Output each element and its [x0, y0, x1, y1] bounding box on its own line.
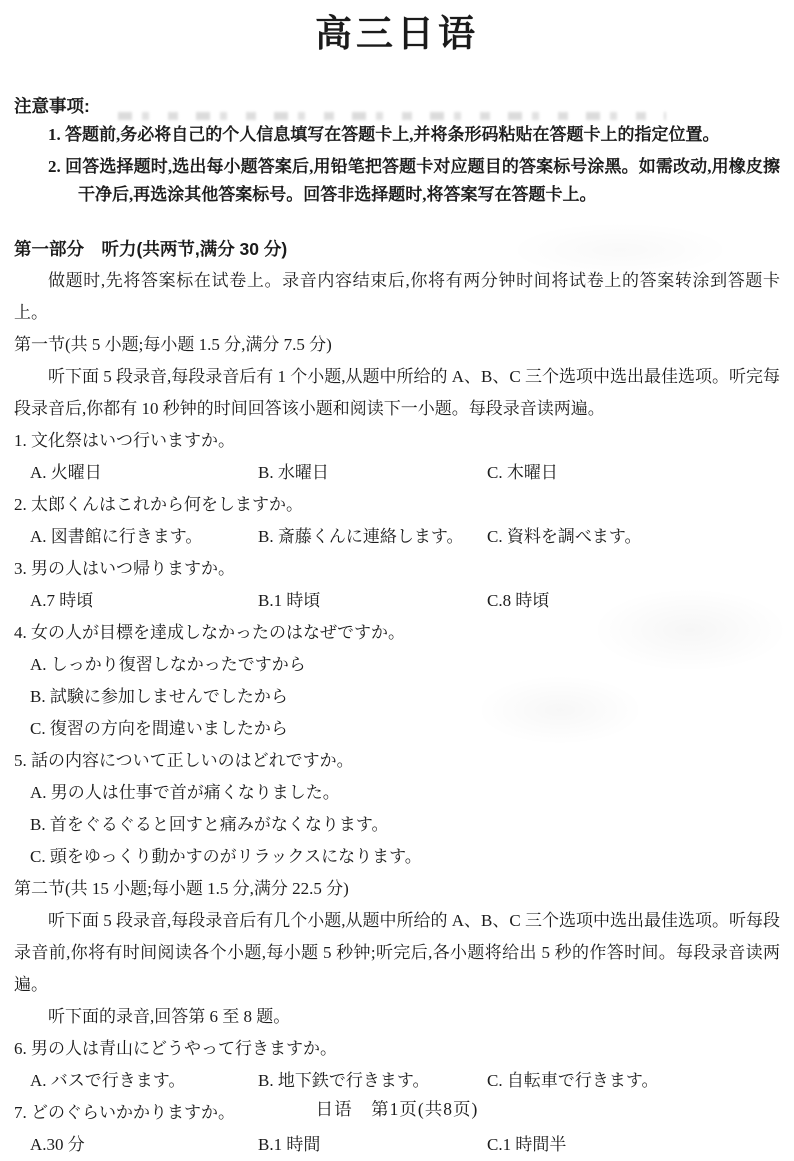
- notice-item-1: 1. 答题前,务必将自己的个人信息填写在答题卡上,并将条形码粘贴在答题卡上的指定位置。: [48, 125, 720, 144]
- question-4-stem: 4. 女の人が目標を達成しなかったのはなぜですか。: [14, 623, 405, 642]
- listening-sub-instruction: 听下面的录音,回答第 6 至 8 题。: [48, 1007, 291, 1026]
- question-6-options: [14, 1065, 780, 1097]
- question-4: [14, 617, 780, 745]
- question-5-options: [14, 777, 780, 873]
- question-7-option-b: B.1 時間: [258, 1135, 321, 1154]
- notice-item-2: 2. 回答选择题时,选出每小题答案后,用铅笔把答题卡对应题目的答案标号涂黑。如需改动,用橡皮擦干净后,再选涂其他答案标号。回答非选择题时,将答案写在答题卡上。: [48, 157, 780, 204]
- notice-heading: 注意事项:: [14, 96, 90, 116]
- question-4-options: [14, 649, 780, 745]
- question-4-option-b: B. 試験に参加しませんでしたから: [30, 687, 288, 706]
- question-4-option-a: A. しっかり復習しなかったですから: [30, 655, 306, 674]
- section1-instructions: 听下面 5 段录音,每段录音后有 1 个小题,从题中所给的 A、B、C 三个选项中选出最佳选项。听完每段录音后,你都有 10 秒钟的时间回答该小题和阅读下一小题。每段录音读两遍。: [14, 367, 780, 418]
- question-7-stem: 7. どのぐらいかかりますか。: [14, 1103, 235, 1122]
- question-1-option-a: A. 火曜日: [30, 463, 102, 482]
- part1-intro: 做题时,先将答案标在试卷上。录音内容结束后,你将有两分钟时间将试卷上的答案转涂到答题卡上。: [14, 271, 780, 322]
- question-5-stem: 5. 話の内容について正しいのはどれですか。: [14, 751, 354, 770]
- section1-heading: 第一节(共 5 小题;每小题 1.5 分,满分 7.5 分): [14, 335, 332, 354]
- question-2-option-a: A. 図書館に行きます。: [30, 527, 203, 546]
- question-6-option-c: C. 自転車で行きます。: [487, 1071, 659, 1090]
- exam-page: [0, 10, 794, 1161]
- question-3-stem: 3. 男の人はいつ帰りますか。: [14, 559, 235, 578]
- question-7-option-a: A.30 分: [30, 1135, 85, 1154]
- question-5: [14, 745, 780, 873]
- question-1-option-c: C. 木曜日: [487, 463, 558, 482]
- question-2-options: [14, 521, 780, 553]
- question-2-option-b: B. 斎藤くんに連絡します。: [258, 527, 464, 546]
- question-5-option-b: B. 首をぐるぐると回すと痛みがなくなります。: [30, 815, 389, 834]
- question-3-options: [14, 585, 780, 617]
- question-1-options: [14, 457, 780, 489]
- page-footer: 日语 第1页(共8页): [315, 1099, 479, 1119]
- question-7-option-c: C.1 時間半: [487, 1135, 567, 1154]
- question-3-option-b: B.1 時頃: [258, 591, 321, 610]
- question-4-option-c: C. 復習の方向を間違いましたから: [30, 719, 288, 738]
- section2-heading: 第二节(共 15 小题;每小题 1.5 分,满分 22.5 分): [14, 879, 349, 898]
- part1-heading: 第一部分 听力(共两节,满分 30 分): [14, 239, 288, 259]
- question-3-option-c: C.8 時頃: [487, 591, 550, 610]
- question-6-option-b: B. 地下鉄で行きます。: [258, 1071, 430, 1090]
- question-3-option-a: A.7 時頃: [30, 591, 94, 610]
- question-2-option-c: C. 資料を調べます。: [487, 527, 642, 546]
- exam-body: [14, 233, 780, 1161]
- section2-instructions: 听下面 5 段录音,每段录音后有几个小题,从题中所给的 A、B、C 三个选项中选出最佳选项。听每段录音前,你将有时间阅读各个小题,每小题 5 秒钟;听完后,各小题将给出 5 秒的作答时间。每段录音读两遍。: [14, 911, 780, 994]
- question-1-option-b: B. 水曜日: [258, 463, 329, 482]
- page-title: 高三日语: [315, 13, 479, 54]
- question-1-stem: 1. 文化祭はいつ行いますか。: [14, 431, 235, 450]
- question-2-stem: 2. 太郎くんはこれから何をしますか。: [14, 495, 303, 514]
- question-5-option-c: C. 頭をゆっくり動かすのがリラックスになります。: [30, 847, 422, 866]
- question-7-options: [14, 1129, 780, 1161]
- faded-ghost-text: [118, 112, 666, 120]
- question-2: [14, 489, 780, 553]
- question-6-stem: 6. 男の人は青山にどうやって行きますか。: [14, 1039, 337, 1058]
- question-5-option-a: A. 男の人は仕事で首が痛くなりました。: [30, 783, 340, 802]
- question-6-option-a: A. バスで行きます。: [30, 1071, 186, 1090]
- question-6: [14, 1033, 780, 1097]
- question-1: [14, 425, 780, 489]
- question-3: [14, 553, 780, 617]
